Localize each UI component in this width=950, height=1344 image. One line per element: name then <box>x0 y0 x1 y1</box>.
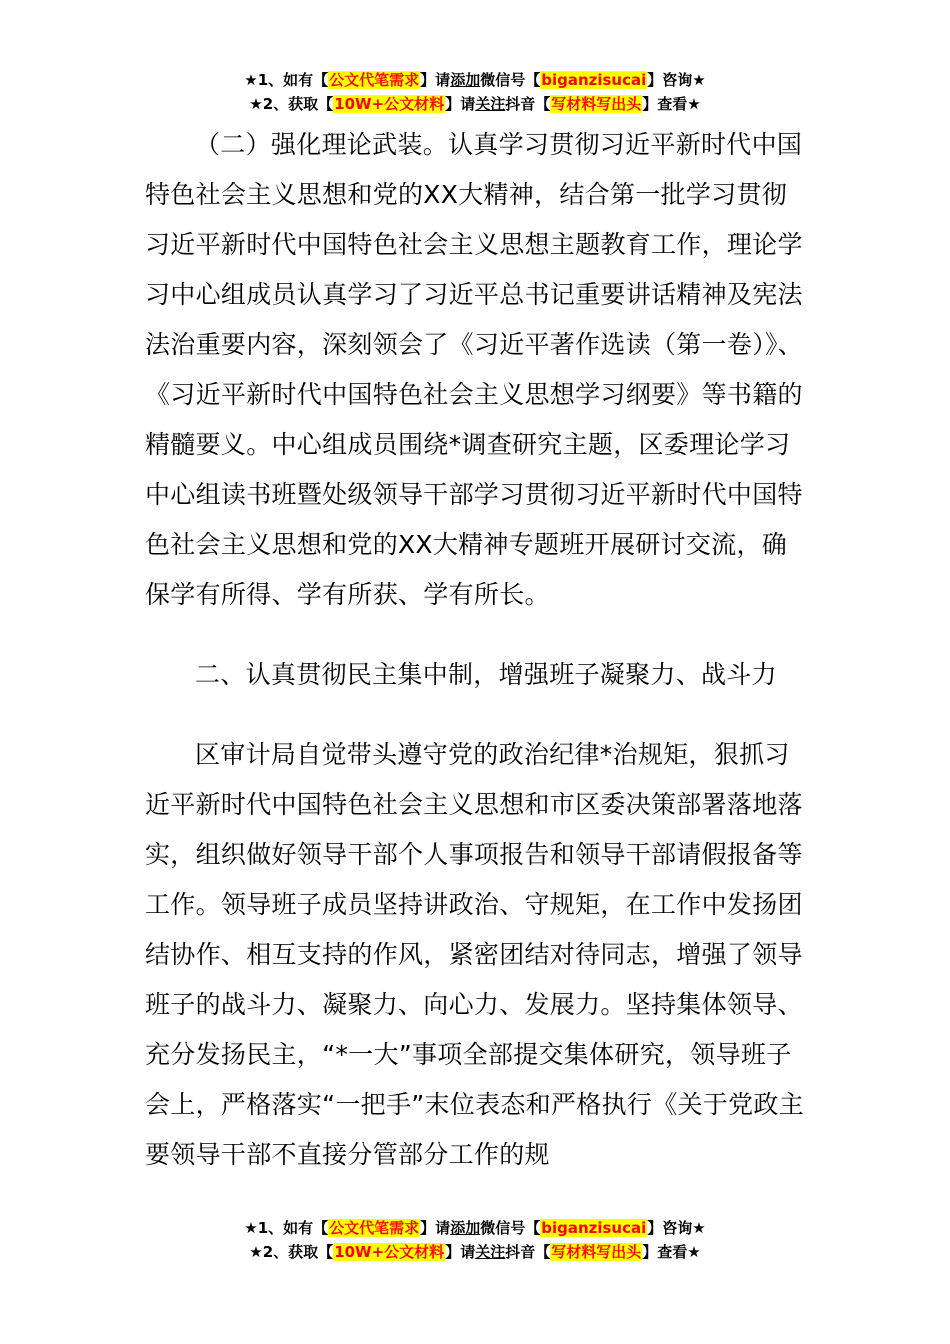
footer-line-1: ★1、如有【公文代笔需求】请添加微信号【biganzisucai】咨询★ <box>244 1219 706 1237</box>
paragraph-democratic-centralism: 区审计局自觉带头遵守党的政治纪律*治规矩，狠抓习近平新时代中国特色社会主义思想和市区委决策部署落地落实，组织做好领导干部个人事项报告和领导干部请假报备等工作。领导班子成员坚持讲政治、守规矩，在工作中发扬团结协作、相互支持的作风，紧密团结对待同志，增强了领导班子的战斗力、凝聚力、向心力、发展力。坚持集体领导、充分发扬民主，“*一大”事项全部提交集体研究，领导班子会上，严格落实“一把手”末位表态和严格执行《关于党政主要领导干部不直接分管部分工作的规 <box>145 740 805 1169</box>
footer-highlight-service: 公文代笔需求 <box>329 1219 420 1237</box>
highlight-douyin: 写材料写出头 <box>551 95 642 113</box>
footer-highlight-materials: 10W+公文材料 <box>334 1243 445 1261</box>
highlight-materials: 10W+公文材料 <box>334 95 445 113</box>
footer-highlight-douyin: 写材料写出头 <box>551 1243 642 1261</box>
highlight-service: 公文代笔需求 <box>329 71 420 89</box>
paragraph-theory-study: （二）强化理论武装。认真学习贯彻习近平新时代中国特色社会主义思想和党的XX大精神，结合第一批学习贯彻习近平新时代中国特色社会主义思想主题教育工作，理论学习中心组成员认真学习了习近平总书记重要讲话精神及宪法法治重要内容，深刻领会了《习近平著作选读（第一卷）》、《习近平新时代中国特色社会主义思想学习纲要》等书籍的精髓要义。中心组成员围绕*调查研究主题，区委理论学习中心组读书班暨处级领导干部学习贯彻习近平新时代中国特色社会主义思想和党的XX大精神专题班开展研讨交流，确保学有所得、学有所获、学有所长。 <box>145 130 804 609</box>
highlight-wechat: biganzisucai <box>541 71 647 89</box>
banner-line-1: ★1、如有【公文代笔需求】请添加微信号【biganzisucai】咨询★ <box>244 71 706 89</box>
footer-banner <box>0 1216 950 1264</box>
header-banner <box>0 68 950 116</box>
footer-highlight-wechat: biganzisucai <box>541 1219 647 1237</box>
section-heading-2: 二、认真贯彻民主集中制，增强班子凝聚力、战斗力 <box>195 660 777 689</box>
footer-line-2: ★2、获取【10W+公文材料】请关注抖音【写材料写出头】查看★ <box>249 1243 701 1261</box>
document-body <box>145 120 807 1180</box>
banner-line-2: ★2、获取【10W+公文材料】请关注抖音【写材料写出头】查看★ <box>249 95 701 113</box>
